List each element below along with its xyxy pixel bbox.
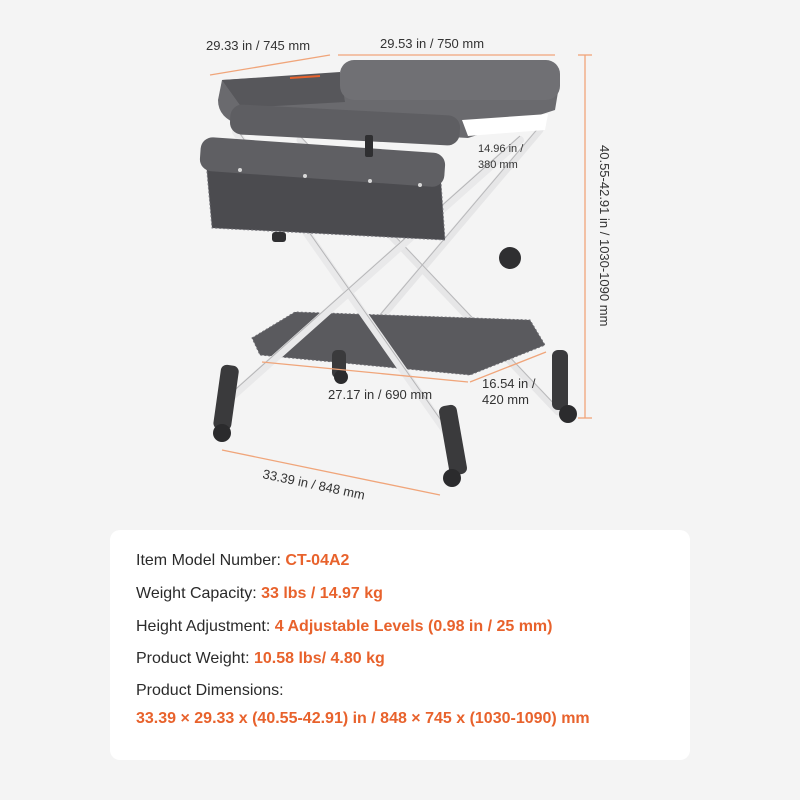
model-number-row <box>136 552 349 570</box>
height-adjustment-value: 4 Adjustable Levels (0.98 in / 25 mm) <box>274 618 553 635</box>
tray-height-label-line2: 380 mm <box>478 159 518 171</box>
top-depth-label: 29.33 in / 745 mm <box>206 38 311 53</box>
product-weight-value: 10.58 lbs/ 4.80 kg <box>253 650 385 667</box>
weight-capacity-label: Weight Capacity: <box>136 585 262 602</box>
weight-capacity-row <box>136 585 383 603</box>
changing-pad <box>218 60 560 146</box>
top-width-label: 29.53 in / 750 mm <box>380 36 485 51</box>
model-number-value: CT-04A2 <box>285 552 350 569</box>
wheel-rear-right <box>559 405 577 423</box>
center-pivot <box>272 232 286 242</box>
product-dimensions-value: 33.39 × 29.33 x (40.55-42.91) in / 848 × 745 x (1030-1090) mm <box>136 710 590 727</box>
shelf-depth-label-line2: 420 mm <box>482 392 529 407</box>
product-dimensions-label: Product Dimensions: <box>136 682 284 699</box>
specifications-card <box>110 530 690 760</box>
shelf-width-label: 27.17 in / 690 mm <box>328 387 433 402</box>
top-depth-line <box>210 55 330 75</box>
front-right-leg-foot <box>438 404 468 476</box>
strap-buckle <box>365 135 373 157</box>
rear-right-leg-foot <box>552 350 568 410</box>
storage-basket <box>199 137 446 240</box>
product-dimensions-row <box>136 682 284 700</box>
shelf-depth-label-line1: 16.54 in / <box>482 376 536 391</box>
changing-table <box>199 60 577 487</box>
model-number-label: Item Model Number: <box>136 552 286 569</box>
height-adjustment-label: Height Adjustment: <box>136 618 275 635</box>
base-length-label: 33.39 in / 848 mm <box>261 466 367 503</box>
tray-height-label-line1: 14.96 in / <box>478 143 524 155</box>
wheel-front-left <box>213 424 231 442</box>
wheel-rear-left <box>334 370 348 384</box>
product-weight-row <box>136 650 385 668</box>
weight-capacity-value: 33 lbs / 14.97 kg <box>261 585 383 602</box>
overall-height-label: 40.55-42.91 in / 1030-1090 mm <box>597 145 612 327</box>
height-adjust-knob <box>499 247 521 269</box>
wheel-front-right <box>443 469 461 487</box>
height-adjustment-row <box>136 618 552 636</box>
product-weight-label: Product Weight: <box>136 650 254 667</box>
